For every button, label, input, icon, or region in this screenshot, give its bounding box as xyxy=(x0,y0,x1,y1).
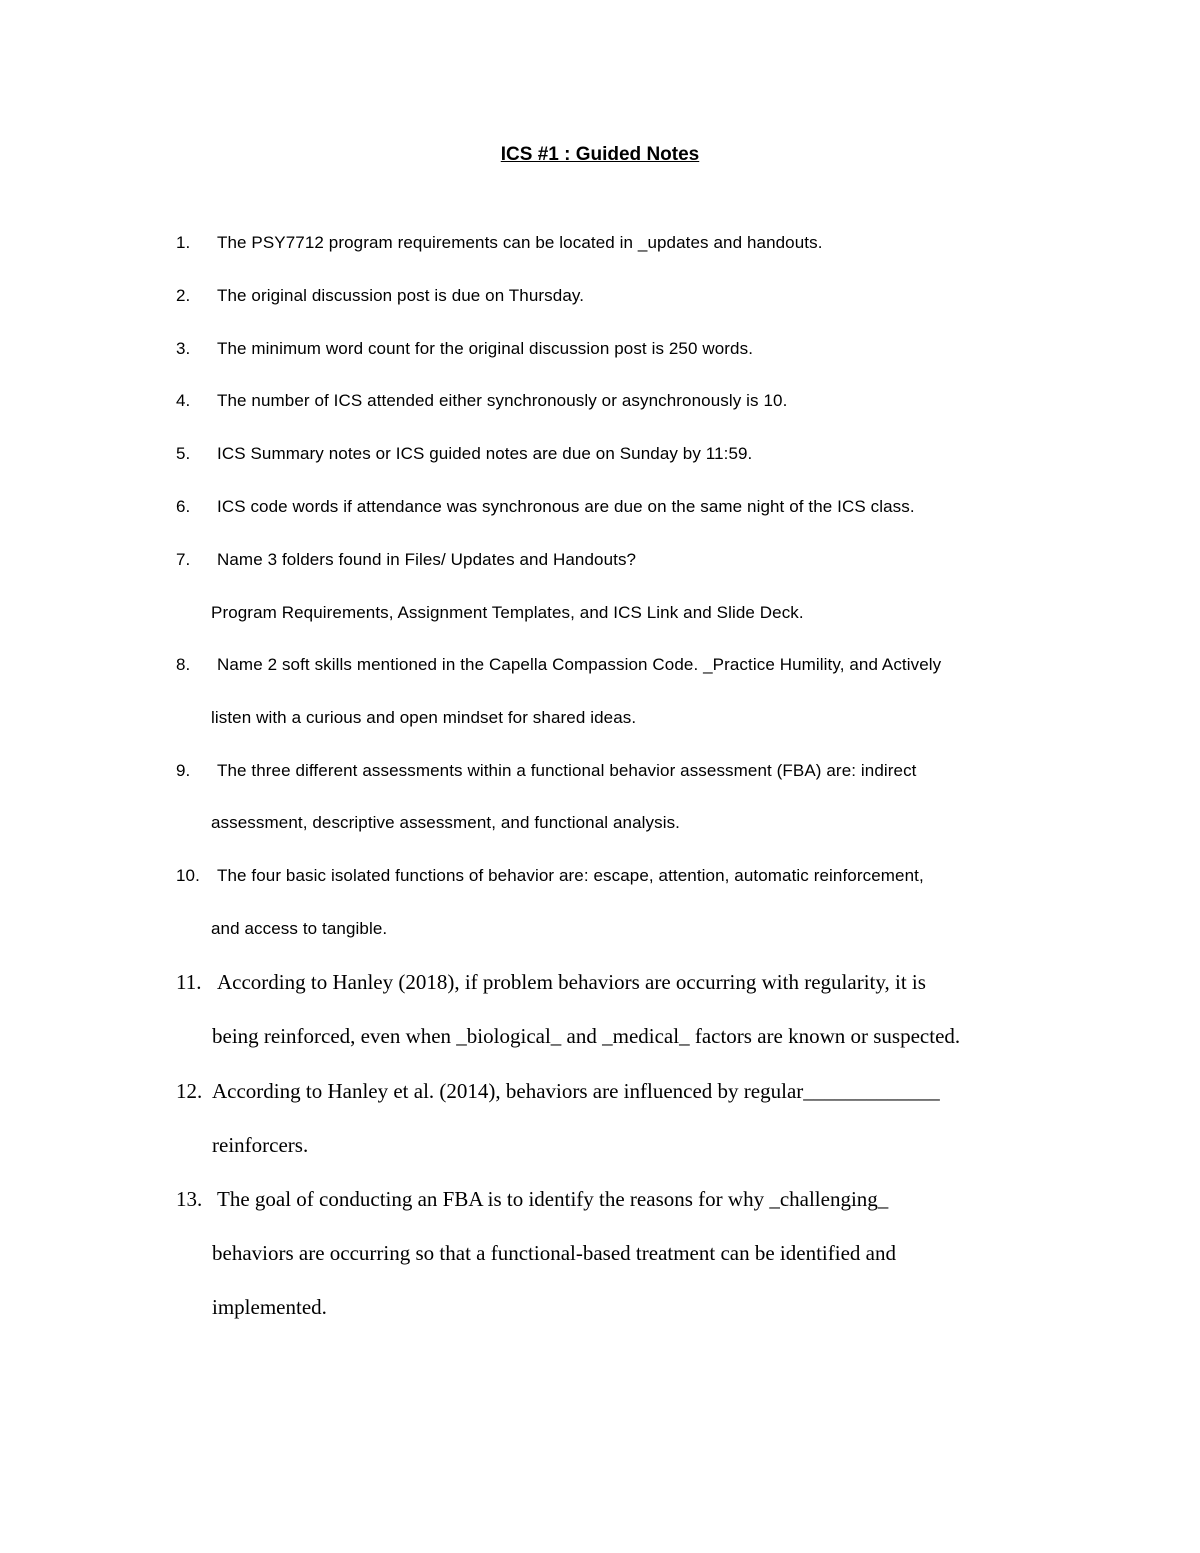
item-number: 7. xyxy=(176,550,191,569)
item-text: reinforcers. xyxy=(212,1133,309,1157)
item-text: Name 3 folders found in Files/ Updates and Handouts? xyxy=(217,550,637,569)
item-number: 13. xyxy=(176,1187,203,1211)
item-text: listen with a curious and open mindset for shared ideas. xyxy=(211,708,637,727)
item-text: being reinforced, even when _biological_ and _medical_ factors are known or suspected. xyxy=(212,1024,961,1048)
item-text: According to Hanley (2018), if problem behaviors are occurring with regularity, it is xyxy=(217,970,926,994)
item-number: 10. xyxy=(176,866,200,885)
item-text: behaviors are occurring so that a functional-based treatment can be identified and xyxy=(212,1241,896,1265)
item-text: The goal of conducting an FBA is to identify the reasons for why _challenging_ xyxy=(217,1187,889,1211)
item-text: The four basic isolated functions of behavior are: escape, attention, automatic reinforcement, xyxy=(217,866,924,885)
item-text: and access to tangible. xyxy=(211,919,388,938)
item-number: 9. xyxy=(176,761,191,780)
item-text: According to Hanley et al. (2014), behaviors are influenced by regular_____________ xyxy=(212,1079,940,1103)
item-number: 4. xyxy=(176,391,191,410)
item-text: ICS Summary notes or ICS guided notes are due on Sunday by 11:59. xyxy=(217,444,753,463)
item-text: Program Requirements, Assignment Templates, and ICS Link and Slide Deck. xyxy=(211,603,804,622)
item-text: The original discussion post is due on Thursday. xyxy=(217,286,585,305)
item-number: 3. xyxy=(176,339,191,358)
item-text: The PSY7712 program requirements can be located in _updates and handouts. xyxy=(217,233,823,252)
item-number: 12. xyxy=(176,1079,203,1103)
item-text: implemented. xyxy=(212,1295,327,1319)
item-text: The three different assessments within a functional behavior assessment (FBA) are: indirect xyxy=(217,761,917,780)
item-text: The minimum word count for the original discussion post is 250 words. xyxy=(217,339,754,358)
item-number: 2. xyxy=(176,286,191,305)
page-title: ICS #1 : Guided Notes xyxy=(500,144,700,165)
item-text: assessment, descriptive assessment, and functional analysis. xyxy=(211,813,681,832)
item-text: Name 2 soft skills mentioned in the Capella Compassion Code. _Practice Humility, and Actively xyxy=(217,655,942,674)
item-number: 1. xyxy=(176,233,191,252)
item-number: 6. xyxy=(176,497,191,516)
item-number: 5. xyxy=(176,444,191,463)
item-number: 8. xyxy=(176,655,191,674)
item-text: The number of ICS attended either synchronously or asynchronously is 10. xyxy=(217,391,788,410)
item-text: ICS code words if attendance was synchronous are due on the same night of the ICS class. xyxy=(217,497,915,516)
item-number: 11. xyxy=(176,970,202,994)
